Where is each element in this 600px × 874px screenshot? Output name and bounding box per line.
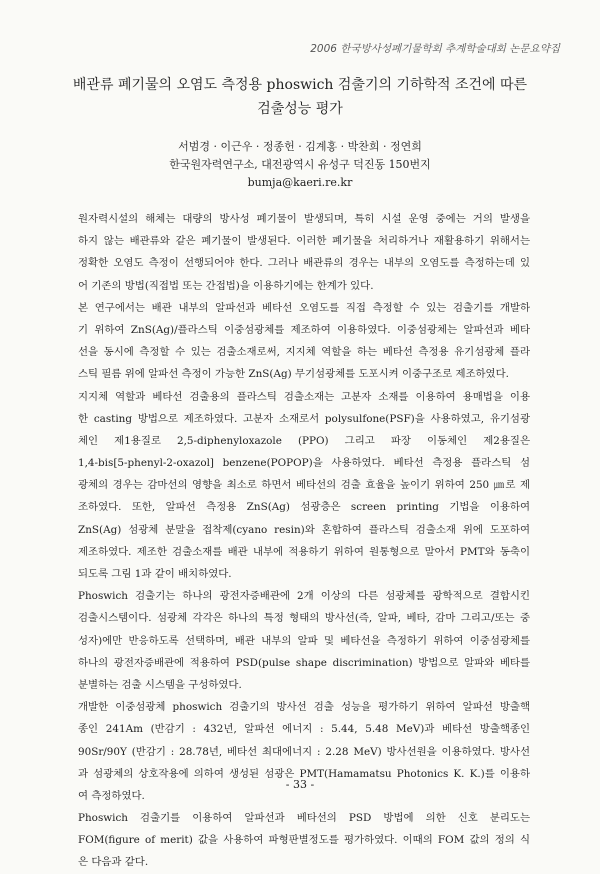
paragraph xyxy=(78,807,530,874)
text-line: 원자력시설의 해체는 대량의 방사성 폐기물이 발생되며, 특히 시설 운영 중에는 거의 발생을 xyxy=(78,213,530,225)
text-line: 1,4-bis[5-phenyl-2-oxazol] benzene(POPOP)을 사용하였다. 베타선 측정용 플라스틱 섬 xyxy=(78,457,530,470)
text-line: 체인 제1용질로 2,5-diphenyloxazole (PPO) 그리고 파장 이동체인 제2용질은 xyxy=(78,434,530,447)
text-line: 분별하는 검출 시스템을 구성하였다. xyxy=(78,678,242,691)
text-line: FOM(figure of merit) 값을 사용하여 파형판별정도를 평가하였다. 이때의 FOM 값의 정의 식 xyxy=(78,834,530,847)
text-line: 스틱 필름 위에 알파선 측정이 가능한 ZnS(Ag) 무기섬광체를 도포시켜 이중구조로 제조하였다. xyxy=(78,368,509,381)
paragraph xyxy=(78,208,530,297)
text-line: 되도록 그림 1과 같이 배치하였다. xyxy=(78,568,232,580)
text-line: 제조하였다. 제조한 검출소재를 배관 내부에 적용하기 위하여 원통형으로 말아서 PMT와 동축이 xyxy=(78,545,530,558)
text-line: 정확한 오염도 측정이 선행되어야 한다. 그러나 배관류의 경우는 내부의 오염도를 측정하는데 있 xyxy=(78,257,530,270)
text-line: 선을 동시에 측정할 수 있는 검출소재로써, 지지체 역할을 하는 베타선 측정용 유기섬광체 플라 xyxy=(78,346,530,359)
text-line: 광체의 경우는 감마선의 영향을 최소로 하면서 베타선의 검출 효율을 높이기 위하여 250 ㎛로 제 xyxy=(78,479,530,492)
text-line: Phoswich 검출기를 이용하여 알파선과 베타선의 PSD 방법에 의한 신호 분리도는 xyxy=(78,812,530,825)
text-line: 과 섬광체의 상호작용에 의하여 생성된 섬광은 PMT(Hamamatsu Photonics K. K.)를 이용하 xyxy=(78,767,530,780)
text-line: ZnS(Ag) 섬광체 분말을 접착제(cyano resin)와 혼합하여 플라스틱 검출소재 위에 도포하여 xyxy=(78,523,530,536)
paper-title xyxy=(60,73,540,121)
text-line: 하나의 광전자증배관에 적용하여 PSD(pulse shape discrimination) 방법으로 알파와 베타를 xyxy=(78,656,530,669)
title-line-2: 검출성능 평가 xyxy=(257,101,343,117)
title-line-1: 배관류 폐기물의 오염도 측정용 phoswich 검출기의 기하학적 조건에 따른 xyxy=(72,77,528,93)
text-line: 은 다음과 같다. xyxy=(78,856,149,869)
text-line: 하지 않는 배관류와 같은 폐기물이 발생된다. 이러한 폐기물을 처리하거나 재활용하기 위해서는 xyxy=(78,235,530,248)
text-line: 지지체 역할과 베타선 검출용의 플라스틱 검출소재는 고분자 소재를 이용하여 용매법을 이용 xyxy=(78,390,530,403)
text-line: 기 위하여 ZnS(Ag)/플라스틱 이중섬광체를 제조하여 이용하였다. 이중섬광체는 알파선과 베타 xyxy=(78,323,530,336)
text-line: 한 casting 방법으로 제조하였다. 고분자 소재로서 polysulfone(PSF)을 사용하였고, 유기섬광 xyxy=(78,412,530,425)
text-line: Phoswich 검출기는 하나의 광전자증배관에 2개 이상의 다른 섬광체를 광학적으로 결합시킨 xyxy=(78,590,530,603)
paragraph xyxy=(78,585,530,696)
text-line: 본 연구에서는 배관 내부의 알파선과 베타선 오염도를 직접 측정할 수 있는 검출기를 개발하 xyxy=(78,301,530,314)
text-line: 여 측정하였다. xyxy=(78,789,145,802)
author-affiliation: 한국원자력연구소, 대전광역시 유성구 덕진동 150번지 xyxy=(169,158,431,171)
text-line: 어 기존의 방법(직접법 또는 간접법)을 이용하기에는 한계가 있다. xyxy=(78,279,374,292)
text-line: 90Sr/90Y (반감기 : 28.78년, 베타선 최대에너지 : 2.28 MeV) 방사선원을 이용하였다. 방사선 xyxy=(78,745,530,758)
author-email: bumja@kaeri.re.kr xyxy=(247,176,353,189)
text-line: 조하였다. 또한, 알파선 측정용 ZnS(Ag) 섬광층은 screen printing 기법을 이용하여 xyxy=(78,501,530,514)
text-line: 종인 241Am (반감기 : 432년, 알파선 에너지 : 5.44, 5.48 MeV)과 베타선 방출핵종인 xyxy=(78,723,530,736)
author-names: 서범경 · 이근우 · 정종헌 · 김계홍 · 박찬희 · 정연희 xyxy=(178,140,422,153)
page-number: - 33 - xyxy=(285,778,315,791)
author-block xyxy=(60,138,540,192)
text-line: 개발한 이중섬광체 phoswich 검출기의 방사선 검출 성능을 평가하기 위하여 알파선 방출핵 xyxy=(78,701,530,714)
text-line: 성자)에만 반응하도록 선택하며, 배관 내부의 알파 및 베타선을 측정하기 위하여 이중섬광체를 xyxy=(78,634,530,647)
paragraph xyxy=(78,386,530,586)
paragraph xyxy=(78,297,530,386)
text-line: 검출시스템이다. 섬광체 각각은 하나의 특정 형태의 방사선(즉, 알파, 베타, 감마 그리고/또는 중 xyxy=(78,612,530,625)
abstract-body xyxy=(78,208,530,874)
running-header: 2006 한국방사성폐기물학회 추계학술대회 논문요약집 xyxy=(310,43,560,55)
